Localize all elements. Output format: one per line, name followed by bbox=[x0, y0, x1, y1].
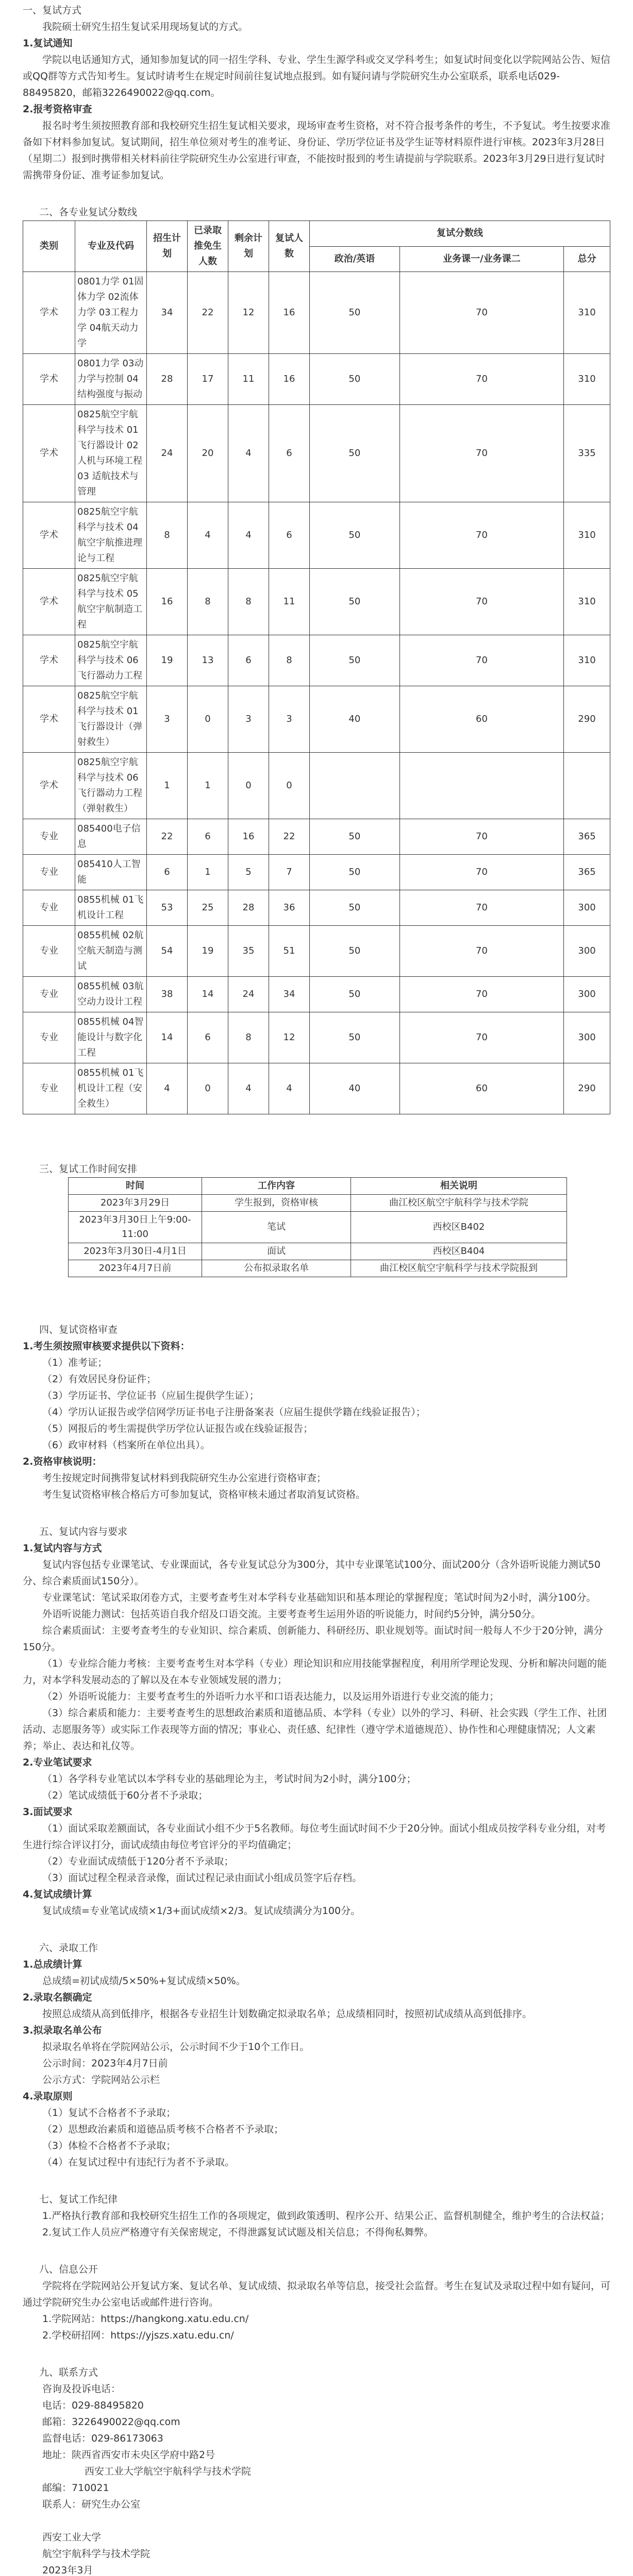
table-cell: 310 bbox=[564, 569, 610, 635]
table-cell: 50 bbox=[310, 635, 400, 686]
section-discipline bbox=[23, 2191, 610, 2241]
table-cell: 290 bbox=[564, 686, 610, 753]
table-cell: 11 bbox=[269, 569, 310, 635]
table-cell: 085400电子信息 bbox=[75, 819, 147, 855]
table-cell: 0825航空宇航科学与技术 04航空宇航推进理论与工程 bbox=[75, 502, 147, 569]
table-cell: 16 bbox=[269, 272, 310, 354]
heading: 2.专业笔试要求 bbox=[23, 1757, 92, 1768]
section-contact bbox=[23, 2364, 610, 2576]
table-cell bbox=[399, 753, 563, 819]
heading: 4.录取原则 bbox=[23, 2091, 73, 2102]
table-cell: 16 bbox=[147, 569, 188, 635]
table-cell: 西校区B402 bbox=[351, 1212, 567, 1243]
section-title: 三、复试工作时间安排 bbox=[39, 1163, 138, 1175]
table-cell: 300 bbox=[564, 1012, 610, 1063]
section-title: 二、各专业复试分数线 bbox=[39, 207, 138, 218]
table-cell: 学术 bbox=[23, 569, 75, 635]
table-cell: 学术 bbox=[23, 753, 75, 819]
paragraph: 我院硕士研究生招生复试采用现场复试的方式。 bbox=[42, 21, 248, 32]
table-row bbox=[23, 977, 610, 1012]
table-cell: 8 bbox=[228, 569, 269, 635]
table-cell: 0855机械 01飞机设计工程（安全救生） bbox=[75, 1063, 147, 1114]
table-cell: 专业 bbox=[23, 1012, 75, 1063]
paragraph: （3）综合素质和能力：主要考查考生的思想政治素质和道德品质、本学科（专业）以外的学习、科研、社会实践（学生工作、社团活动、志愿服务等）或实际工作表现等方面的情况；事业心、责任感、纪律性（遵守学术道德规范）、协作性和心理健康情况；人文素养；举止、表达和礼仪等。 bbox=[23, 1707, 607, 1752]
col-header-total: 总分 bbox=[564, 246, 610, 272]
table-cell: 11 bbox=[228, 354, 269, 405]
list-item: （1）准考证； bbox=[42, 1357, 108, 1368]
table-cell: 40 bbox=[310, 686, 400, 753]
table-cell: 6 bbox=[269, 502, 310, 569]
paragraph: （4）在复试过程中有违纪行为者不予录取。 bbox=[42, 2157, 235, 2168]
table-cell: 专业 bbox=[23, 890, 75, 926]
table-cell: 学术 bbox=[23, 686, 75, 753]
contact-line: 咨询及投诉电话： bbox=[42, 2383, 121, 2395]
table-cell: 0801力学 01固体力学 02流体力学 03工程力学 04航天动力学 bbox=[75, 272, 147, 354]
table-cell: 70 bbox=[399, 354, 563, 405]
table-cell: 6 bbox=[147, 855, 188, 890]
table-cell: 专业 bbox=[23, 1063, 75, 1114]
table-cell: 53 bbox=[147, 890, 188, 926]
table-cell bbox=[310, 753, 400, 819]
table-cell: 310 bbox=[564, 502, 610, 569]
paragraph: 综合素质面试：主要考查考生的专业知识、综合素质、创新能力、科研经历、职业规划等。面试时间一般每人不少于20分钟，满分150分。 bbox=[23, 1625, 604, 1653]
table-cell: 085410人工智能 bbox=[75, 855, 147, 890]
table-cell: 1 bbox=[188, 855, 228, 890]
table-cell: 12 bbox=[228, 272, 269, 354]
table-cell: 24 bbox=[147, 405, 188, 502]
table-cell: 19 bbox=[147, 635, 188, 686]
paragraph: （3）面试过程全程录音录像，面试过程记录由面试小组成员签字后存档。 bbox=[42, 1872, 362, 1884]
table-cell: 22 bbox=[147, 819, 188, 855]
table-cell: 310 bbox=[564, 354, 610, 405]
paragraph: 复试成绩=专业笔试成绩×1/3+面试成绩×2/3。复试成绩满分为100分。 bbox=[42, 1905, 361, 1917]
section-title: 九、联系方式 bbox=[39, 2367, 98, 2378]
table-cell: 14 bbox=[188, 977, 228, 1012]
table-cell: 0825航空宇航科学与技术 01飞行器设计 02人机与环境工程 03 适航技术与管理 bbox=[75, 405, 147, 502]
heading: 3.拟录取名单公布 bbox=[23, 2025, 102, 2036]
table-row bbox=[69, 1195, 567, 1212]
contact-email[interactable]: 邮箱：3226490022@qq.com bbox=[42, 2416, 180, 2428]
section-title: 四、复试资格审查 bbox=[39, 1324, 118, 1335]
table-cell: 7 bbox=[269, 855, 310, 890]
table-cell: 300 bbox=[564, 926, 610, 977]
table-cell: 1 bbox=[188, 753, 228, 819]
paragraph: 按照总成绩从高到低排序，根据各专业招生计划数确定拟录取名单；总成绩相同时，按照初试成绩从高到低排序。 bbox=[42, 2008, 532, 2020]
col-header-line: 复试分数线 bbox=[310, 221, 610, 247]
table-cell: 西校区B404 bbox=[351, 1243, 567, 1260]
table-cell: 4 bbox=[228, 405, 269, 502]
col-header-enrolled: 已录取推免生人数 bbox=[188, 221, 228, 272]
table-cell: 专业 bbox=[23, 977, 75, 1012]
section-content-requirements bbox=[23, 1523, 610, 1919]
table-cell: 300 bbox=[564, 890, 610, 926]
table-cell: 学术 bbox=[23, 635, 75, 686]
table-cell: 学术 bbox=[23, 502, 75, 569]
paragraph: （1）复试不合格者不予录取； bbox=[42, 2107, 176, 2119]
table-cell: 6 bbox=[228, 635, 269, 686]
section-info-disclosure bbox=[23, 2261, 610, 2344]
table-cell: 310 bbox=[564, 272, 610, 354]
contact-line: 西安工业大学航空宇航科学与技术学院 bbox=[85, 2466, 252, 2477]
table-cell: 28 bbox=[147, 354, 188, 405]
heading: 1.考生须按照审核要求提供以下资料： bbox=[23, 1341, 190, 1352]
table-cell: 2023年4月7日前 bbox=[69, 1260, 202, 1277]
table-row bbox=[23, 855, 610, 890]
paragraph: （2）思想政治素质和道德品质考核不合格者不予录取； bbox=[42, 2124, 284, 2135]
paragraph: （1）各学科专业笔试以本学科专业的基础理论为主，考试时间为2小时，满分100分； bbox=[42, 1773, 417, 1785]
table-cell: 8 bbox=[228, 1012, 269, 1063]
paragraph: 学院以电话通知方式，通知参加复试的同一招生学科、专业、学生生源学科或交叉学科考生；如复试时间变化以学院网站公告、短信或QQ群等方式告知考生。复试时请考生在规定时间前往复试地点报到。如有疑问请与学院研究生办公室联系，联系电话029-88495820，邮箱3226490022@qq.com。 bbox=[23, 54, 611, 98]
paragraph: 1.严格执行教育部和我校研究生招生工作的各项规定，做到政策透明、程序公开、结果公正、监督机制健全，维护考生的合法权益； bbox=[42, 2210, 610, 2222]
paragraph: 2.复试工作人员应严格遵守有关保密规定，不得泄露复试试题及相关信息；不得徇私舞弊。 bbox=[42, 2227, 434, 2238]
contact-line: 联系人：研究生办公室 bbox=[42, 2499, 141, 2510]
table-cell: 20 bbox=[188, 405, 228, 502]
signature-line: 西安工业大学 bbox=[42, 2532, 102, 2543]
table-cell: 曲江校区航空宇航科学与技术学院 bbox=[351, 1195, 567, 1212]
paragraph: 报名时考生须按照教育部和我校研究生招生复试相关要求，现场审查考生资格，对不符合报考条件的考生，不予复试。考生按要求准备如下材料参加复试。复试期间，招生单位须对考生的准考证、身份证、学历学位证书及学生证等材料原件进行审核。2023年3月28日（星期二）报到时携带相关材料前往学院研究生办公室进行审查，不能按时报到的考生请提前与学院联系。2023年3月29日进行复试时需携带身份证、准考证参加复试。 bbox=[23, 120, 611, 181]
table-cell: 学术 bbox=[23, 272, 75, 354]
paragraph: 公示方式：学院网站公示栏 bbox=[42, 2074, 160, 2086]
table-cell: 70 bbox=[399, 405, 563, 502]
table-cell: 0801力学 03动力学与控制 04结构强度与振动 bbox=[75, 354, 147, 405]
table-row bbox=[23, 354, 610, 405]
table-cell: 0 bbox=[188, 686, 228, 753]
table-cell: 70 bbox=[399, 569, 563, 635]
table-row bbox=[23, 926, 610, 977]
heading: 3.面试要求 bbox=[23, 1806, 73, 1818]
table-cell: 2023年3月30日-4月1日 bbox=[69, 1243, 202, 1260]
table-cell: 面试 bbox=[202, 1243, 351, 1260]
table-cell: 3 bbox=[228, 686, 269, 753]
table-cell: 310 bbox=[564, 635, 610, 686]
contact-line: 地址：陕西省西安市未央区学府中路2号 bbox=[42, 2449, 215, 2461]
table-cell: 17 bbox=[188, 354, 228, 405]
table-cell: 50 bbox=[310, 502, 400, 569]
col-header-politics: 政治/英语 bbox=[310, 246, 400, 272]
table-cell: 12 bbox=[269, 1012, 310, 1063]
table-cell: 0825航空宇航科学与技术 01飞行器设计（弹射救生） bbox=[75, 686, 147, 753]
table-row bbox=[69, 1260, 567, 1277]
contact-line: 监督电话：029-86173063 bbox=[42, 2433, 163, 2444]
paragraph: （3）体检不合格者不予录取； bbox=[42, 2140, 176, 2151]
table-cell: 专业 bbox=[23, 926, 75, 977]
table-cell: 300 bbox=[564, 977, 610, 1012]
table-cell: 14 bbox=[147, 1012, 188, 1063]
table-cell: 专业 bbox=[23, 819, 75, 855]
col-header-note: 相关说明 bbox=[351, 1178, 567, 1195]
col-header-content: 工作内容 bbox=[202, 1178, 351, 1195]
table-cell: 365 bbox=[564, 819, 610, 855]
heading: 4.复试成绩计算 bbox=[23, 1889, 92, 1900]
paragraph: 考生按规定时间携带复试材料到我院研究生办公室进行资格审查； bbox=[42, 1472, 327, 1484]
table-cell: 34 bbox=[269, 977, 310, 1012]
table-cell: 16 bbox=[228, 819, 269, 855]
section-admission bbox=[23, 1940, 610, 2171]
col-header-category: 类别 bbox=[23, 221, 75, 272]
table-cell bbox=[564, 753, 610, 819]
table-cell: 70 bbox=[399, 926, 563, 977]
paragraph: 专业课笔试：笔试采取闭卷方式，主要考查考生对本学科专业基础知识和基本理论的掌握程度；笔试时间为2小时，满分100分。 bbox=[42, 1592, 596, 1603]
table-cell: 4 bbox=[147, 1063, 188, 1114]
table-cell: 19 bbox=[188, 926, 228, 977]
table-cell: 34 bbox=[147, 272, 188, 354]
table-cell: 3 bbox=[269, 686, 310, 753]
table-cell: 54 bbox=[147, 926, 188, 977]
spacer bbox=[42, 2513, 610, 2529]
table-cell: 70 bbox=[399, 1012, 563, 1063]
paragraph: 外语听说能力测试：包括英语自我介绍及口语交流。主要考查考生运用外语的听说能力，时间约5分钟，满分50分。 bbox=[42, 1608, 541, 1620]
table-cell: 25 bbox=[188, 890, 228, 926]
table-cell: 学术 bbox=[23, 405, 75, 502]
col-header-plan: 招生计划 bbox=[147, 221, 188, 272]
heading: 2.资格审核说明： bbox=[23, 1456, 102, 1467]
table-cell: 36 bbox=[269, 890, 310, 926]
table-cell: 365 bbox=[564, 855, 610, 890]
col-header-time: 时间 bbox=[69, 1178, 202, 1195]
table-cell: 0855机械 02航空航天制造与测试 bbox=[75, 926, 147, 977]
table-cell: 335 bbox=[564, 405, 610, 502]
table-cell: 50 bbox=[310, 890, 400, 926]
table-cell: 6 bbox=[269, 405, 310, 502]
section-score-lines bbox=[23, 204, 610, 1114]
table-cell: 50 bbox=[310, 977, 400, 1012]
table-cell: 0825航空宇航科学与技术 06飞行器动力工程（弹射救生） bbox=[75, 753, 147, 819]
col-header-reexam: 复试人数 bbox=[269, 221, 310, 272]
table-cell: 3 bbox=[147, 686, 188, 753]
table-cell: 51 bbox=[269, 926, 310, 977]
table-cell: 70 bbox=[399, 819, 563, 855]
table-cell: 70 bbox=[399, 635, 563, 686]
table-cell: 6 bbox=[188, 819, 228, 855]
table-cell: 2023年3月29日 bbox=[69, 1195, 202, 1212]
list-item: （5）网报后的考生需提供学历学位认证报告或在线验证报告； bbox=[42, 1423, 313, 1434]
table-cell: 2023年3月30日上午9:00-11:00 bbox=[69, 1212, 202, 1243]
table-cell: 8 bbox=[147, 502, 188, 569]
table-cell: 0825航空宇航科学与技术 06飞行器动力工程 bbox=[75, 635, 147, 686]
table-cell: 6 bbox=[188, 1012, 228, 1063]
table-cell: 50 bbox=[310, 569, 400, 635]
table-cell: 60 bbox=[399, 1063, 563, 1114]
heading: 1.复试通知 bbox=[23, 38, 73, 49]
table-row bbox=[23, 890, 610, 926]
table-cell: 28 bbox=[228, 890, 269, 926]
table-row bbox=[23, 272, 610, 354]
heading: 1.总成绩计算 bbox=[23, 1959, 82, 1970]
list-item: （4）学历认证报告或学信网学历证书电子注册备案表（应届生提供学籍在线验证报告）； bbox=[42, 1406, 426, 1418]
table-cell: 50 bbox=[310, 1012, 400, 1063]
table-row bbox=[23, 635, 610, 686]
table-cell: 22 bbox=[188, 272, 228, 354]
heading: 1.复试内容与方式 bbox=[23, 1543, 102, 1554]
table-row bbox=[23, 405, 610, 502]
table-cell: 0855机械 03航空动力设计工程 bbox=[75, 977, 147, 1012]
paragraph: 学院将在学院网站公开复试方案、复试名单、复试成绩、拟录取名单等信息，接受社会监督。考生在复试及录取过程中如有疑问，可通过学院研究生办公室电话或邮件进行咨询。 bbox=[23, 2280, 611, 2308]
table-cell: 70 bbox=[399, 855, 563, 890]
table-cell: 60 bbox=[399, 686, 563, 753]
website-link[interactable]: 2.学校研招网：https://yjszs.xatu.edu.cn/ bbox=[42, 2330, 234, 2341]
table-cell: 8 bbox=[269, 635, 310, 686]
table-row bbox=[23, 753, 610, 819]
table-cell: 40 bbox=[310, 1063, 400, 1114]
table-cell: 曲江校区航空宇航科学与技术学院报到 bbox=[351, 1260, 567, 1277]
table-cell: 笔试 bbox=[202, 1212, 351, 1243]
score-line-table bbox=[23, 221, 610, 1114]
table-row bbox=[23, 819, 610, 855]
table-cell: 50 bbox=[310, 855, 400, 890]
table-cell: 13 bbox=[188, 635, 228, 686]
table-cell: 70 bbox=[399, 977, 563, 1012]
table-cell: 50 bbox=[310, 819, 400, 855]
website-link[interactable]: 1.学院网站：https://hangkong.xatu.edu.cn/ bbox=[42, 2313, 249, 2325]
table-cell: 24 bbox=[228, 977, 269, 1012]
table-cell: 50 bbox=[310, 272, 400, 354]
table-cell: 8 bbox=[188, 569, 228, 635]
signature-line: 2023年3月 bbox=[42, 2565, 93, 2576]
section-qualification-check bbox=[23, 1321, 610, 1503]
table-cell: 学术 bbox=[23, 354, 75, 405]
paragraph: 公示时间：2023年4月7日前 bbox=[42, 2058, 168, 2069]
table-cell: 16 bbox=[269, 354, 310, 405]
col-header-major: 专业及代码 bbox=[75, 221, 147, 272]
contact-line: 邮编：710021 bbox=[42, 2482, 109, 2494]
table-row bbox=[23, 1063, 610, 1114]
table-cell: 38 bbox=[147, 977, 188, 1012]
table-cell: 公布拟录取名单 bbox=[202, 1260, 351, 1277]
section-title: 七、复试工作纪律 bbox=[39, 2194, 118, 2205]
paragraph: （1）专业综合能力考核：主要考查考生对本学科（专业）理论知识和应用技能掌握程度，利用所学理论发现、分析和解决问题的能力，对本学科发展动态的了解以及在本专业领域发展的潜力； bbox=[23, 1658, 607, 1686]
table-cell: 22 bbox=[269, 819, 310, 855]
table-row bbox=[23, 569, 610, 635]
paragraph: （2）笔试成绩低于60分者不予录取； bbox=[42, 1790, 208, 1801]
table-cell: 5 bbox=[228, 855, 269, 890]
table-row bbox=[23, 686, 610, 753]
table-cell: 0 bbox=[188, 1063, 228, 1114]
table-cell: 0855机械 04智能设计与数字化工程 bbox=[75, 1012, 147, 1063]
paragraph: 拟录取名单将在学院网站公示，公示时间不少于10个工作日。 bbox=[42, 2041, 310, 2053]
table-cell: 0825航空宇航科学与技术 05航空宇航制造工程 bbox=[75, 569, 147, 635]
paragraph: （2）外语听说能力：主要考查考生的外语听力水平和口语表达能力，以及运用外语进行专业交流的能力； bbox=[42, 1691, 499, 1702]
section-title: 一、复试方式 bbox=[23, 5, 82, 16]
table-cell: 4 bbox=[228, 502, 269, 569]
table-cell: 50 bbox=[310, 926, 400, 977]
section-schedule bbox=[23, 1161, 610, 1277]
heading: 2.报考资格审查 bbox=[23, 104, 92, 115]
table-row bbox=[69, 1243, 567, 1260]
table-cell: 学生报到，资格审核 bbox=[202, 1195, 351, 1212]
table-cell: 35 bbox=[228, 926, 269, 977]
table-cell: 70 bbox=[399, 890, 563, 926]
signature-line: 航空宇航科学与技术学院 bbox=[42, 2548, 151, 2560]
table-cell: 0 bbox=[269, 753, 310, 819]
paragraph: 考生复试资格审核合格后方可参加复试，资格审核未通过者取消复试资格。 bbox=[42, 1489, 366, 1500]
table-row bbox=[23, 1012, 610, 1063]
table-cell: 70 bbox=[399, 502, 563, 569]
table-cell: 专业 bbox=[23, 855, 75, 890]
section-retest-method bbox=[23, 2, 610, 183]
col-header-business: 业务课一/业务课二 bbox=[399, 246, 563, 272]
table-cell: 0 bbox=[228, 753, 269, 819]
table-row bbox=[69, 1212, 567, 1243]
table-cell: 4 bbox=[228, 1063, 269, 1114]
table-cell: 50 bbox=[310, 354, 400, 405]
table-cell: 4 bbox=[269, 1063, 310, 1114]
paragraph: 复试内容包括专业课笔试、专业课面试，各专业复试总分为300分，其中专业课笔试100分、面试200分（含外语听说能力测试50分、综合素质面试150分）。 bbox=[23, 1559, 601, 1587]
paragraph: （1）面试采取差额面试，各专业面试小组不少于5名教师。每位考生面试时间不少于20分钟。面试小组成员按学科专业分组，对考生进行综合评议打分，面试成绩由每位考官评分的平均值确定； bbox=[23, 1823, 606, 1851]
table-cell: 4 bbox=[188, 502, 228, 569]
table-cell: 70 bbox=[399, 272, 563, 354]
paragraph: （2）专业面试成绩低于120分者不予录取； bbox=[42, 1856, 234, 1867]
table-cell: 50 bbox=[310, 405, 400, 502]
table-cell: 1 bbox=[147, 753, 188, 819]
schedule-table bbox=[68, 1177, 567, 1277]
col-header-remaining: 剩余计划 bbox=[228, 221, 269, 272]
list-item: （3）学历证书、学位证书（应届生提供学生证）； bbox=[42, 1390, 259, 1401]
table-row bbox=[23, 502, 610, 569]
paragraph: 总成绩=初试成绩/5×50%+复试成绩×50%。 bbox=[42, 1975, 246, 1987]
heading: 2.录取名额确定 bbox=[23, 1992, 92, 2003]
contact-line: 电话：029-88495820 bbox=[42, 2400, 144, 2411]
section-title: 六、录取工作 bbox=[39, 1942, 98, 1954]
section-title: 五、复试内容与要求 bbox=[39, 1526, 128, 1537]
list-item: （6）政审材料（档案所在单位出具）。 bbox=[42, 1439, 210, 1451]
list-item: （2）有效居民身份证件； bbox=[42, 1374, 157, 1385]
table-cell: 290 bbox=[564, 1063, 610, 1114]
table-cell: 0855机械 01飞机设计工程 bbox=[75, 890, 147, 926]
section-title: 八、信息公开 bbox=[39, 2264, 98, 2275]
